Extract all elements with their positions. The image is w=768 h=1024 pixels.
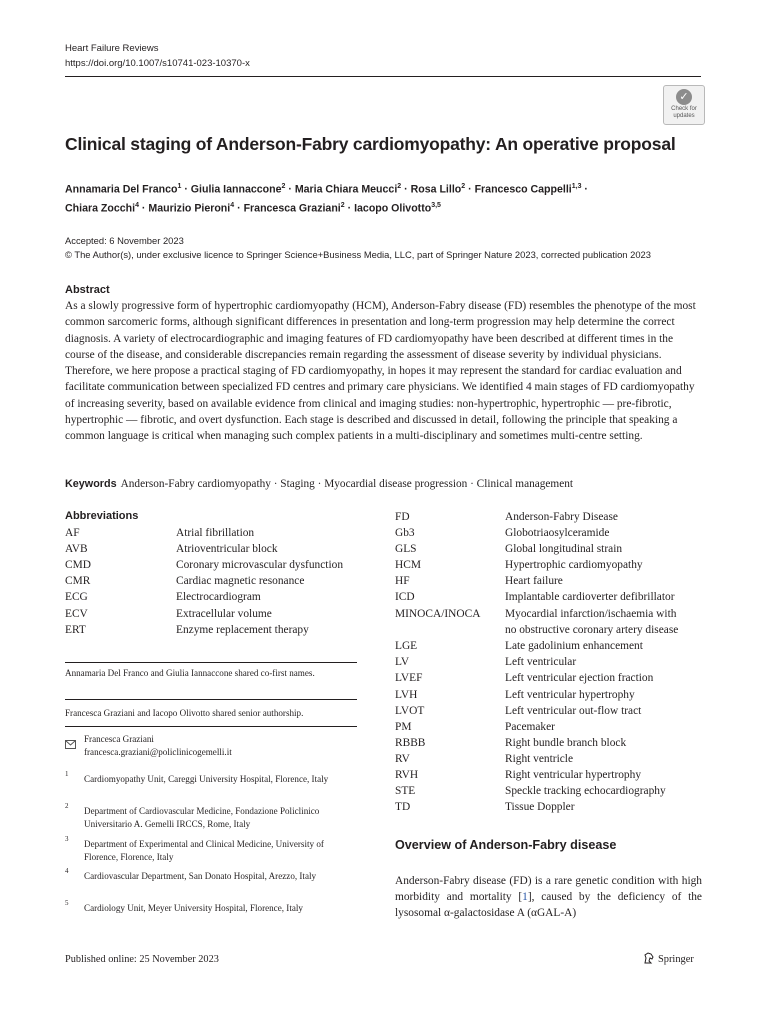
abbreviation-term: GLS [395, 543, 417, 555]
abbreviation-term: STE [395, 785, 416, 797]
check-for-updates-badge[interactable] [663, 85, 705, 125]
abbreviation-term: LVH [395, 689, 418, 701]
abbreviation-definition: Left ventricular hypertrophy [505, 689, 635, 701]
abbreviation-definition: Hypertrophic cardiomyopathy [505, 559, 643, 571]
affiliation-number: 3 [65, 835, 69, 843]
abbreviation-definition: Cardiac magnetic resonance [176, 575, 305, 587]
copyright-notice: © The Author(s), under exclusive licence to Springer Science+Business Media, LLC, part of Springer Nature 2023, corrected publication 2023 [65, 249, 651, 260]
springer-horse-icon [643, 952, 655, 964]
abbreviation-definition: Left ventricular ejection fraction [505, 672, 654, 684]
abbreviation-term: ECG [65, 591, 88, 603]
affiliation-number: 5 [65, 899, 69, 907]
abbreviation-term: LGE [395, 640, 418, 652]
abbreviation-definition: Atrial fibrillation [176, 527, 255, 539]
abbreviation-definition: Tissue Doppler [505, 801, 575, 813]
published-date: Published online: 25 November 2023 [65, 954, 219, 965]
email-icon [65, 736, 76, 754]
author-name[interactable]: Annamaria Del Franco [65, 183, 178, 196]
section-body: Anderson-Fabry disease (FD) is a rare genetic condition with high morbidity and mortality [1], caused by the deficiency of the lysosomal α-galactosidase A (αGAL-A) [395, 875, 702, 920]
abbreviation-term: AVB [65, 543, 88, 555]
bookmark-icon: ✓ [676, 89, 692, 105]
abbreviation-term: CMD [65, 559, 91, 571]
abbreviation-term: CMR [65, 575, 91, 587]
author-list [65, 179, 705, 217]
abbreviation-term: MINOCA/INOCA [395, 608, 481, 620]
abbreviation-definition: Global longitudinal strain [505, 543, 623, 555]
abbreviation-definition: Globotriaosylceramide [505, 527, 610, 539]
author-name[interactable]: Francesca Graziani [243, 202, 341, 215]
author-name[interactable]: Chiara Zocchi [65, 202, 136, 215]
journal-name: Heart Failure Reviews [65, 43, 159, 54]
journal-header [65, 41, 250, 71]
abbreviation-definition: Speckle tracking echocardiography [505, 785, 666, 797]
abbreviation-row [65, 525, 80, 541]
abbreviation-definition: Anderson-Fabry Disease [505, 511, 618, 523]
abbreviation-definition: Left ventricular [505, 656, 577, 668]
abbreviation-term: TD [395, 801, 411, 813]
abbreviation-term: LVEF [395, 672, 423, 684]
corresponding-author [84, 733, 359, 759]
author-name[interactable]: Francesco Cappelli [474, 183, 572, 196]
footnote-rule [65, 662, 357, 663]
abbreviation-term: Gb3 [395, 527, 415, 539]
abstract-text: As a slowly progressive form of hypertrophic cardiomyopathy (HCM), Anderson-Fabry disease (FD) resembles the phenotype of the most common sarcomeric forms, although significant differences in presentation and long-term progression may help determine the correct diagnosis. A variety of electrocardiographic and imaging features of FD cardiomyopathy have been described at different times in the course of the disease, and considerable discrepancies remain regarding the assessment of disease severity by individual physicians. Therefore, we here propose a practical staging of FD cardiomyopathy, in hopes it may represent the standard for cardiac evaluation and facilitate communication between specialized FD centres and primary care physicians. We identified 4 main stages of FD cardiomyopathy of increasing severity, based on available evidence from clinical and imaging studies: non-hypertrophic, hypertrophic — pre-fibrotic, hypertrophic — fibrotic, and overt dysfunction. Each stage is described and discussed in detail, following the principle that speaking a common language is critical when managing such complex patients in a multi-disciplinary and sometimes multi-centre setting. [65, 300, 696, 443]
abbreviation-term: FD [395, 511, 410, 523]
affiliation-text: Department of Experimental and Clinical Medicine, University of Florence, Florence, Italy [84, 839, 324, 863]
abbreviation-term: RV [395, 753, 410, 765]
affiliation-text: Cardiomyopathy Unit, Careggi University Hospital, Florence, Italy [84, 774, 329, 784]
abbreviation-term: AF [65, 527, 80, 539]
abbreviation-definition: Right bundle branch block [505, 737, 627, 749]
abbreviation-term: ECV [65, 608, 88, 620]
author-name[interactable]: Giulia Iannaccone [190, 183, 282, 196]
keywords-label: Keywords [65, 478, 117, 490]
abbreviation-definition: Right ventricle [505, 753, 574, 765]
publisher-name: Springer [658, 954, 694, 965]
article-dates [65, 234, 651, 262]
keywords-text: Anderson-Fabry cardiomyopathy · Staging · Myocardial disease progression · Clinical management [120, 478, 573, 490]
abbreviation-definition: Right ventricular hypertrophy [505, 769, 642, 781]
affiliation-number: 2 [65, 802, 69, 810]
abbreviation-definition: Myocardial infarction/ischaemia with [505, 608, 677, 620]
abbreviation-term: ERT [65, 624, 86, 636]
article-title: Clinical staging of Anderson-Fabry cardiomyopathy: An operative proposal [65, 134, 676, 154]
abbreviation-definition: Enzyme replacement therapy [176, 624, 309, 636]
section-heading: Overview of Anderson-Fabry disease [395, 838, 617, 852]
author-name[interactable]: Rosa Lillo [410, 183, 462, 196]
abbreviation-term: LVOT [395, 705, 425, 717]
affiliation-text: Cardiology Unit, Meyer University Hospital, Florence, Italy [84, 903, 303, 913]
author-name[interactable]: Maria Chiara Meucci [294, 183, 398, 196]
affiliation-text: Cardiovascular Department, San Donato Hospital, Arezzo, Italy [84, 871, 317, 881]
affiliation-number: 4 [65, 867, 69, 875]
abbreviation-definition: Extracellular volume [176, 608, 272, 620]
abbreviation-definition: Late gadolinium enhancement [505, 640, 643, 652]
affiliation-number: 1 [65, 770, 69, 778]
abbreviation-definition: Implantable cardioverter defibrillator [505, 591, 675, 603]
corresponding-name: Francesca Graziani [84, 734, 154, 744]
abbreviation-definition: Left ventricular out-flow tract [505, 705, 642, 717]
abbreviation-term: HF [395, 575, 410, 587]
abbreviation-term: ICD [395, 591, 415, 603]
author-name[interactable]: Maurizio Pieroni [148, 202, 231, 215]
abbreviation-definition: Atrioventricular block [176, 543, 278, 555]
abbreviation-definition: Pacemaker [505, 721, 555, 733]
co-first-footnote: Annamaria Del Franco and Giulia Iannaccone shared co-first names. [65, 668, 315, 678]
accepted-date: Accepted: 6 November 2023 [65, 235, 184, 246]
header-rule [65, 76, 701, 77]
affiliation-text: Department of Cardiovascular Medicine, Fondazione Policlinico Universitario A. Gemelli IRCCS, Rome, Italy [84, 806, 320, 830]
doi-link[interactable]: https://doi.org/10.1007/s10741-023-10370-x [65, 58, 250, 69]
abbreviation-definition: Coronary microvascular dysfunction [176, 559, 344, 571]
author-line-2: Chiara Zocchi$^4$ · Maurizio Pieroni$^4$ · Francesca Graziani$^2$ · Iacopo Olivotto$^{3,5}$ [65, 202, 441, 215]
senior-authorship-footnote: Francesca Graziani and Iacopo Olivotto shared senior authorship. [65, 708, 304, 718]
abbreviation-definition: Heart failure [505, 575, 563, 587]
keywords [65, 478, 573, 490]
abbreviation-term: RVH [395, 769, 419, 781]
abbreviation-definition-continued: no obstructive coronary artery disease [505, 624, 679, 636]
citation-link[interactable]: 1 [522, 891, 528, 904]
footnote-rule [65, 699, 357, 700]
publisher-footer [643, 952, 694, 965]
abbreviation-term: RBBB [395, 737, 426, 749]
author-name[interactable]: Iacopo Olivotto [354, 202, 432, 215]
author-line-1: Annamaria Del Franco$^1$ · Giulia Iannaccone$^2$ · Maria Chiara Meucci$^2$ · Rosa Lillo$^2$ · Francesco Cappelli$^{1,3}$ · [65, 183, 588, 196]
abbreviation-term: HCM [395, 559, 421, 571]
abbreviation-term: LV [395, 656, 410, 668]
corresponding-email[interactable]: francesca.graziani@policlinicogemelli.it [84, 747, 232, 758]
abstract-heading: Abstract [65, 284, 110, 296]
abbreviation-definition: Electrocardiogram [176, 591, 261, 603]
badge-label: Check for updates [671, 106, 697, 119]
abbreviation-term: PM [395, 721, 412, 733]
footnote-rule [65, 726, 357, 727]
abbreviations-heading: Abbreviations [65, 510, 139, 522]
